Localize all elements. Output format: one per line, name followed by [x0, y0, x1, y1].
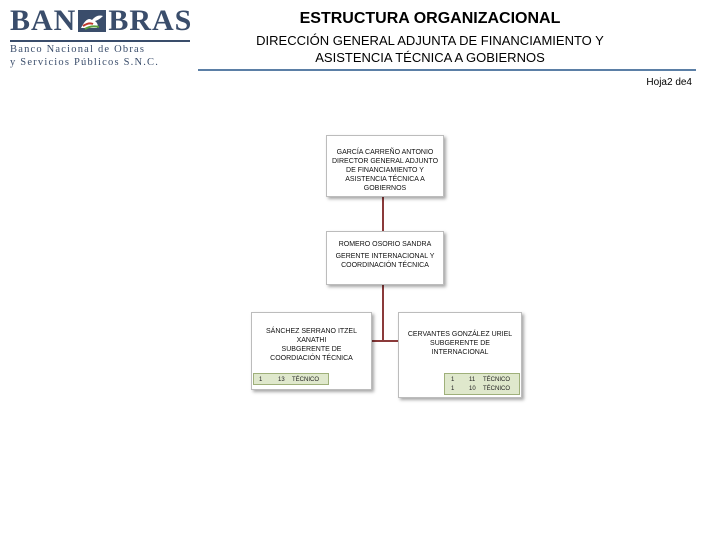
staff-count: 1	[451, 377, 455, 383]
manager-role: GERENTE INTERNACIONAL Y COORDINACIÓN TÉCNICA	[335, 253, 435, 269]
staff-position: TÉCNICO	[483, 386, 510, 392]
logo-wordmark-left: BAN	[10, 4, 77, 37]
staff-position: TÉCNICO	[483, 377, 510, 383]
org-box-manager	[326, 231, 444, 285]
staff-level: 13	[278, 377, 285, 383]
banobras-logo	[10, 6, 195, 68]
staff-level: 11	[469, 377, 476, 383]
org-box-director	[326, 135, 444, 197]
logo-line-1: Banco Nacional de Obras	[10, 44, 146, 55]
subtitle-line-2: ASISTENCIA TÉCNICA A GOBIERNOS	[315, 50, 545, 65]
sub-left-role: SUBGERENTE DE COORDIACIÓN TÉCNICA	[270, 346, 353, 362]
staff-box-right	[444, 373, 520, 395]
staff-count: 1	[451, 386, 455, 392]
director-name: GARCÍA CARREÑO ANTONIO	[336, 149, 434, 156]
staff-box-left	[253, 373, 329, 385]
subtitle-line-1: DIRECCIÓN GENERAL ADJUNTA DE FINANCIAMIENTO Y	[256, 33, 604, 48]
eagle-emblem-icon	[77, 8, 107, 34]
page-title: ESTRUCTURA ORGANIZACIONAL	[299, 10, 561, 27]
staff-position: TÉCNICO	[292, 377, 319, 383]
connector-director-manager	[382, 197, 384, 231]
staff-count: 1	[259, 377, 263, 383]
logo-wordmark-right: BRAS	[108, 4, 193, 37]
sub-right-role: SUBGERENTE DE INTERNACIONAL	[430, 340, 490, 356]
page-number: Hoja2 de4	[646, 77, 692, 88]
director-role: DIRECTOR GENERAL ADJUNTO DE FINANCIAMIENTO Y ASISTENCIA TÉCNICA A GOBIERNOS	[331, 158, 439, 192]
logo-line-2: y Servicios Públicos S.N.C.	[10, 57, 160, 68]
manager-name: ROMERO OSORIO SANDRA	[338, 241, 432, 248]
logo-separator	[10, 40, 190, 42]
sub-right-name: CERVANTES GONZÁLEZ URIEL	[407, 331, 513, 338]
connector-manager-down	[382, 285, 384, 342]
page-subtitle	[230, 32, 630, 66]
sub-left-name: SÁNCHEZ SERRANO ITZEL XANATHI	[265, 328, 357, 344]
header-divider	[198, 69, 696, 71]
logo-wordmark	[10, 6, 192, 36]
staff-level: 10	[469, 386, 476, 392]
